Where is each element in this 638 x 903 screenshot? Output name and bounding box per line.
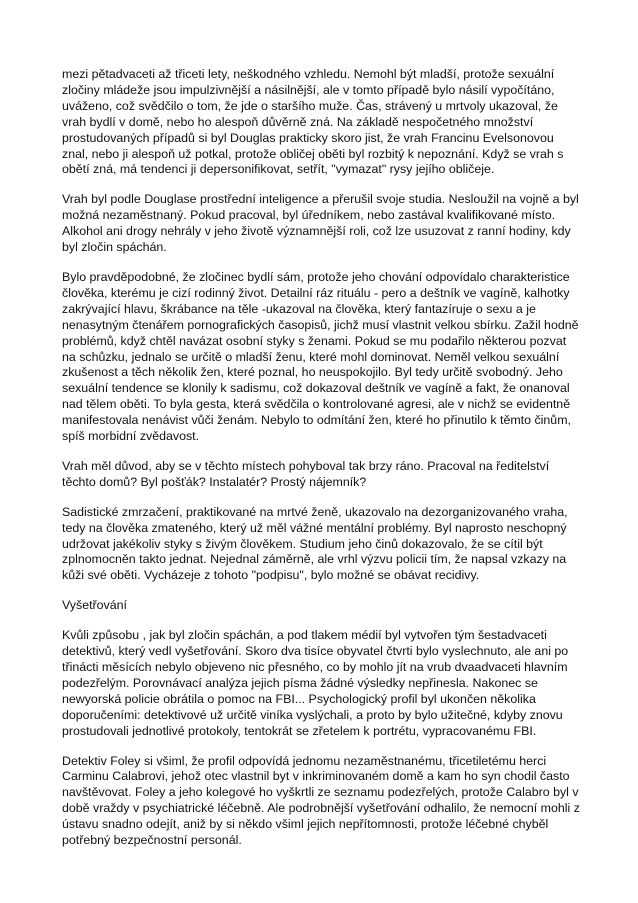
paragraph-profile-age: mezi pětadvaceti až třiceti lety, neškodného vzhledu. Nemohl být mladší, protože sexuální zločiny mládeže jsou impulzivnější a násilnější, ale v tomto případě bylo násilí vypočítáno, uváženo, což svědčilo o tom, že jde o staršího muže. Čas, strávený u mrtvoly ukazoval, že vrah bydlí v domě, nebo ho alespoň důvěrně zná. Na základě nespočetného množství prostudovaných případů si byl Douglas prakticky skoro jist, že vrah Francinu Evelsonovou znal, nebo ji alespoň už potkal, protože obličej oběti byl rozbitý k nepoznání. Když se vrah s obětí zná, má tendenci ji depersonifikovat, setřít, "vymazat" rysy jejího obličeje. xyxy=(62,67,564,177)
paragraph-investigation-team: Kvůli způsobu , jak byl zločin spáchán, a pod tlakem médií byl vytvořen tým šestadvaceti detektivů, který vedl vyšetřování. Skoro dva tisíce obyvatel čtvrti bylo vyslechnuto, ale ani po třinácti měsících nebylo objeveno nic přesného, co by mohlo jít na vrub dvaadvaceti hlavním podezřelým. Porovnávací analýza jejich písma žádné výsledky nepřinesla. Nakonec se newyorská policie obrátila o pomoc na FBI... Psychologický profil byl ukončen několika doporučeními: detektivové už určitě viníka vyslýchali, a proto by bylo užitečné, kdyby znovu prostudovali jednotlivé protokoly, tentokrát se zřetelem k portrétu, vypracovanému FBI. xyxy=(62,628,569,738)
paragraph-detective-foley: Detektiv Foley si všiml, že profil odpovídá jednomu nezaměstnanému, třicetiletému herci Carminu Calabrovi, jehož otec vlastnil byt v inkriminovaném domě a kam ho syn chodil často navštěvovat. Foley a jeho kolegové ho vyškrtli ze seznamu podezřelých, protože Calabro byl v době vraždy v psychiatrické léčebně. Ale podrobnější vyšetřování odhalilo, že nemocní mohli z ústavu snadno odejít, aniž by si někdo všiml jejich nepřítomnosti, protože léčebné chyběl potřebný bezpečnostní personál. xyxy=(62,753,580,848)
document-body xyxy=(62,67,582,849)
paragraph-motive: Vrah měl důvod, aby se v těchto místech pohyboval tak brzy ráno. Pracoval na ředitelství těchto domů? Byl pošťák? Instalatér? Prostý nájemník? xyxy=(62,458,550,489)
paragraph-lives-alone: Bylo pravděpodobné, že zločinec bydlí sám, protože jeho chování odpovídalo charakteristice člověka, kterému je cizí rodinný život. Detailní ráz rituálu - pero a deštník ve vagíně, kalhotky zakrývající hlavu, škrábance na těle -ukazoval na člověka, který fantazíruje o sexu a je nenasytným čtenářem pornografických časopisů, jichž musí vlastnit velkou sbírku. Zažil hodně problémů, když chtěl navázat osobní styky s ženami. Pokud se mu podařilo některou pozvat na schůzku, jednalo se určitě o mladší ženu, které mohl dominovat. Neměl velkou sexuální zkušenost a těch několik žen, které poznal, ho neuspokojilo. Byl tedy určitě svobodný. Jeho sexuální tendence se klonily k sadismu, což dokazoval deštník ve vagíně a fakt, že onanoval nad tělem oběti. To byla gesta, která svědčila o kontrolované agresi, ale v nichž se evidentně manifestovala nenávist vůči ženám. Nebylo to odmítání žen, které ho přinutilo k těmto činům, spíš morbidní zvědavost. xyxy=(62,269,579,444)
paragraph-intelligence: Vrah byl podle Douglase prostřední inteligence a přerušil svoje studia. Nesloužil na vojně a byl možná nezaměstnaný. Pokud pracoval, byl úředníkem, nebo zastával kvalifikované místo. Alkohol ani drogy nehrály v jeho životě významnější roli, což lze usuzovat z ranní hodiny, kdy byl zločin spáchán. xyxy=(62,192,579,255)
section-heading-investigation: Vyšetřování xyxy=(62,598,127,613)
paragraph-mutilation: Sadistické zmrzačení, praktikované na mrtvé ženě, ukazovalo na dezorganizovaného vraha, tedy na člověka zmateného, který už měl vážné mentální problémy. Byl naprosto neschopný udržovat jakékoliv styky s živým člověkem. Studium jeho činů dokazovalo, že se cítil být zplnomocněn takto jednat. Nejednal záměrně, ale vrhl výzvu policii tím, že napsal vzkazy na kůži své oběti. Vycházeje z tohoto "podpisu", bylo možné se obávat recidivy. xyxy=(62,504,568,583)
